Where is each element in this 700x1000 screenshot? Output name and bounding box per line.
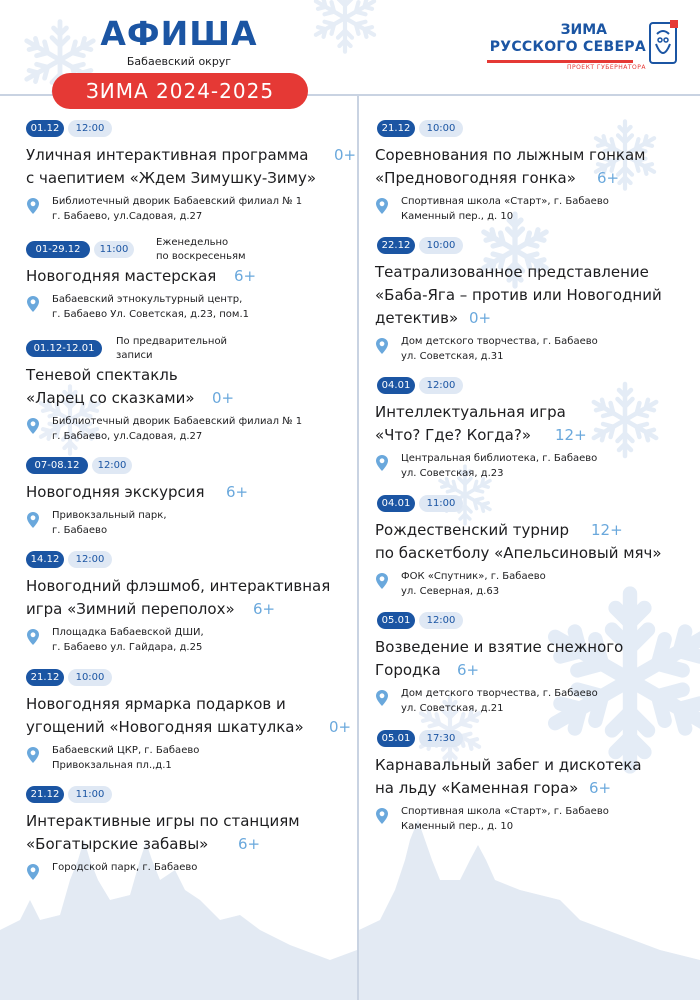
event-title-line: Интерактивные игры по станциям	[26, 812, 300, 830]
event-location-line: Площадка Бабаевской ДШИ,	[52, 627, 204, 638]
event-age-rating: 6+	[589, 779, 612, 797]
location-pin-icon	[375, 337, 389, 355]
event-title-line: Соревнования по лыжным гонкам	[375, 146, 646, 164]
event-date-badge: 05.01	[377, 730, 415, 747]
event-age-rating: 6+	[234, 267, 257, 285]
event-location-line: г. Бабаево ул. Гайдара, д.25	[52, 642, 203, 653]
event-date-badge: 21.12	[26, 786, 64, 803]
event-location-line: Библиотечный дворик Бабаевский филиал № 1	[52, 416, 303, 427]
event-location-line: ФОК «Спутник», г. Бабаево	[401, 571, 546, 582]
event-location-line: ул. Советская, д.23	[401, 468, 504, 479]
event-age-rating: 0+	[469, 309, 492, 327]
logo-line-3: ПРОЕКТ ГУБЕРНАТОРА	[566, 64, 646, 71]
event-title-line: Городка	[375, 661, 441, 679]
location-pin-icon	[26, 197, 40, 215]
event-location-line: ул. Советская, д.21	[401, 703, 504, 714]
event-title-line: игра «Зимний переполох»	[26, 600, 235, 618]
event-location-line: Бабаевский ЦКР, г. Бабаево	[52, 745, 200, 756]
event-tag-row	[375, 730, 695, 748]
event-title-line: на льду «Каменная гора»	[375, 779, 579, 797]
event-tag-row	[26, 457, 356, 475]
event-title-line: с чаепитием «Ждем Зимушку-Зиму»	[26, 169, 317, 187]
event-card	[26, 336, 356, 442]
event-age-rating: 0+	[212, 389, 235, 407]
event-age-rating: 6+	[238, 835, 261, 853]
event-card	[26, 120, 357, 222]
event-date-badge: 01.12	[26, 120, 64, 137]
event-time-badge: 12:00	[419, 612, 463, 629]
event-time-badge: 12:00	[92, 457, 132, 474]
event-schedule-note: По предварительной записи	[116, 336, 228, 361]
event-title-line: Возведение и взятие снежного	[375, 638, 624, 656]
event-card	[375, 377, 695, 479]
event-time-badge: 12:00	[68, 120, 112, 137]
event-date-badge: 01.12-12.01	[26, 340, 102, 357]
event-location-line: Библиотечный дворик Бабаевский филиал № 1	[52, 196, 303, 207]
event-date-badge: 14.12	[26, 551, 64, 568]
event-title-line: Новогодняя ярмарка подарков и	[26, 695, 286, 713]
event-date-badge: 22.12	[377, 237, 415, 254]
event-card	[375, 612, 695, 714]
event-title-line: Новогодний флэшмоб, интерактивная	[26, 577, 331, 595]
event-tag-row	[26, 336, 356, 361]
event-title-line: Интеллектуальная игра	[375, 403, 566, 421]
bearded-grandfather-icon	[648, 20, 678, 68]
event-date-badge: 21.12	[26, 669, 64, 686]
event-location-line: г. Бабаево, ул.Садовая, д.27	[52, 431, 203, 442]
event-title-line: угощений «Новогодняя шкатулка»	[26, 718, 304, 736]
event-tag-row	[26, 120, 356, 138]
event-title-line: «Ларец со сказками»	[26, 389, 195, 407]
event-time-badge: 10:00	[68, 669, 112, 686]
logo-underline	[487, 60, 633, 63]
header	[0, 0, 700, 103]
location-pin-icon	[26, 746, 40, 764]
event-location-line: Городской парк, г. Бабаево	[52, 862, 198, 873]
event-card	[26, 669, 356, 771]
location-pin-icon	[375, 807, 389, 825]
page-title: АФИША	[100, 14, 258, 53]
event-location-line: ул. Советская, д.31	[401, 351, 504, 362]
event-card	[26, 457, 356, 536]
event-schedule-note: Еженедельно по воскресеньям	[156, 237, 246, 262]
location-pin-icon	[26, 417, 40, 435]
location-pin-icon	[26, 295, 40, 313]
event-location-line: г. Бабаево, ул.Садовая, д.27	[52, 211, 203, 222]
event-date-badge: 04.01	[377, 495, 415, 512]
event-title-line: детектив»	[375, 309, 459, 327]
event-time-badge: 11:00	[419, 495, 463, 512]
event-age-rating: 12+	[555, 426, 587, 444]
event-date-badge: 21.12	[377, 120, 415, 137]
location-pin-icon	[26, 511, 40, 529]
event-tag-row	[375, 612, 695, 630]
event-title-line: «Богатырские забавы»	[26, 835, 209, 853]
event-title-line: Рождественский турнир	[375, 521, 569, 539]
event-location-line: Каменный пер., д. 10	[401, 821, 514, 832]
location-pin-icon	[375, 572, 389, 590]
location-pin-icon	[375, 197, 389, 215]
event-time-badge: 12:00	[68, 551, 112, 568]
event-title-line: Карнавальный забег и дискотека	[375, 756, 642, 774]
event-tag-row	[375, 495, 695, 513]
event-age-rating: 0+	[334, 146, 357, 164]
location-pin-icon	[375, 689, 389, 707]
event-age-rating: 6+	[226, 483, 249, 501]
event-location-line: Спортивная школа «Старт», г. Бабаево	[401, 806, 609, 817]
event-title-line: Театрализованное представление	[375, 263, 649, 281]
event-card	[26, 237, 356, 320]
event-card	[375, 495, 695, 597]
event-age-rating: 6+	[597, 169, 620, 187]
event-title-line: по баскетболу «Апельсиновый мяч»	[375, 544, 662, 562]
location-pin-icon	[26, 863, 40, 881]
district-subtitle: Бабаевский округ	[126, 55, 232, 68]
logo-line-1: ЗИМА	[560, 22, 607, 38]
event-date-badge: 01-29.12	[26, 241, 90, 258]
event-time-badge: 10:00	[419, 237, 463, 254]
event-age-rating: 6+	[457, 661, 480, 679]
event-location-line: г. Бабаево	[52, 525, 108, 536]
event-date-badge: 07-08.12	[26, 457, 88, 474]
event-location-line: Дом детского творчества, г. Бабаево	[401, 688, 598, 699]
event-age-rating: 0+	[329, 718, 352, 736]
event-tag-row	[26, 551, 356, 569]
event-card	[375, 237, 695, 362]
season-banner: ЗИМА 2024-2025	[52, 73, 308, 109]
event-tag-row	[26, 237, 356, 262]
event-location-line: Спортивная школа «Старт», г. Бабаево	[401, 196, 609, 207]
event-tag-row	[375, 237, 695, 255]
event-title-line: «Предновогодняя гонка»	[375, 169, 576, 187]
event-age-rating: 6+	[253, 600, 276, 618]
event-card	[26, 551, 356, 653]
event-title-line: Теневой спектакль	[26, 366, 178, 384]
event-title-line: «Баба-Яга – против или Новогодний	[375, 286, 662, 304]
event-location-line: Бабаевский этнокультурный центр,	[52, 294, 243, 305]
event-card	[26, 786, 356, 873]
event-time-badge: 10:00	[419, 120, 463, 137]
event-date-badge: 04.01	[377, 377, 415, 394]
event-time-badge: 11:00	[94, 241, 134, 258]
event-tag-row	[26, 786, 356, 804]
location-pin-icon	[26, 628, 40, 646]
event-date-badge: 05.01	[377, 612, 415, 629]
event-card	[375, 730, 695, 832]
event-location-line: г. Бабаево Ул. Советская, д.23, пом.1	[52, 309, 250, 320]
frame-divider-middle	[357, 94, 359, 1000]
event-location-line: ул. Северная, д.63	[401, 586, 500, 597]
event-tag-row	[375, 120, 695, 138]
event-location-line: Каменный пер., д. 10	[401, 211, 514, 222]
event-title-line: Новогодняя экскурсия	[26, 483, 205, 501]
event-location-line: Привокзальный парк,	[52, 510, 167, 521]
project-logo	[486, 20, 686, 76]
logo-line-2: РУССКОГО СЕВЕРА	[489, 39, 646, 55]
event-title-line: Новогодняя мастерская	[26, 267, 217, 285]
event-title-line: Уличная интерактивная программа	[26, 146, 309, 164]
event-location-line: Центральная библиотека, г. Бабаево	[401, 453, 598, 464]
location-pin-icon	[375, 454, 389, 472]
event-time-badge: 17:30	[419, 730, 463, 747]
event-card	[375, 120, 695, 222]
event-time-badge: 11:00	[68, 786, 112, 803]
event-age-rating: 12+	[591, 521, 623, 539]
event-title-line: «Что? Где? Когда?»	[375, 426, 531, 444]
event-location-line: Привокзальная пл.,д.1	[52, 760, 172, 771]
event-location-line: Дом детского творчества, г. Бабаево	[401, 336, 598, 347]
event-tag-row	[375, 377, 695, 395]
event-tag-row	[26, 669, 356, 687]
event-time-badge: 12:00	[419, 377, 463, 394]
